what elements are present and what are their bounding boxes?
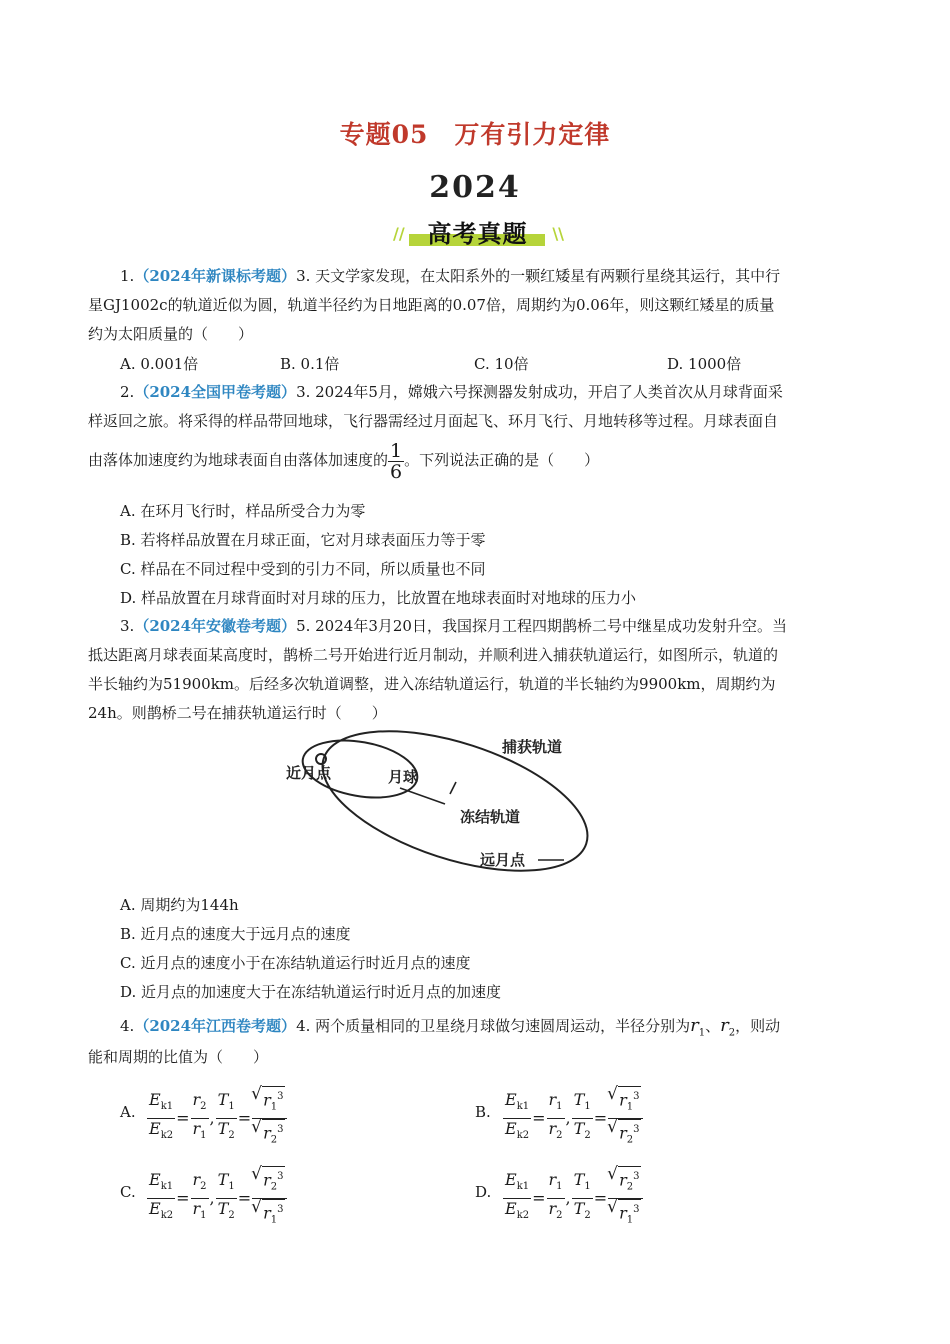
year-label: 2024 bbox=[429, 170, 521, 205]
option-d[interactable]: D. 样品放置在月球背面时对月球的压力，比放置在地球表面时对地球的压力小 bbox=[120, 589, 637, 607]
option-c[interactable]: C. 近月点的速度小于在冻结轨道运行时近月点的速度 bbox=[120, 954, 471, 972]
question-number: 4. bbox=[120, 1017, 135, 1035]
option-a[interactable]: A. 周期约为144h bbox=[120, 896, 239, 914]
question-1-line-3: 约为太阳质量的（ ） bbox=[88, 325, 254, 343]
frozen-leader-line bbox=[400, 788, 445, 804]
label-capture-orbit: 捕获轨道 bbox=[502, 738, 563, 756]
option-c[interactable]: C. bbox=[120, 1183, 136, 1201]
question-3-line-2: 抵达距离月球表面某高度时，鹊桥二号开始进行近月制动，并顺利进入捕获轨道运行，如图所示，轨道的 bbox=[88, 646, 779, 664]
question-number: 3. bbox=[120, 617, 135, 635]
formula-b: $\frac{E_{k1}}{E_{k2}}$ = $\frac{r_1}{r_2}$ , $\frac{T_1}{T_2}$ = √ $r_1^3$ √ $r_2^3$ bbox=[502, 1086, 644, 1150]
option-b[interactable]: B. 若将样品放置在月球正面，它对月球表面压力等于零 bbox=[120, 531, 486, 549]
symbol-r1: $r_1$ bbox=[690, 1015, 706, 1039]
formula-c: $\frac{E_{k1}}{E_{k2}}$ = $\frac{r_2}{r_1}$ , $\frac{T_1}{T_2}$ = √ $r_2^3$ √ $r_1^3$ bbox=[146, 1166, 288, 1230]
question-1-line-2: 星GJ1002c的轨道近似为圆，轨道半径约为日地距离的0.07倍，周期约为0.06年，则这颗红矮星的质量 bbox=[88, 296, 775, 314]
question-number: 2. bbox=[120, 383, 135, 401]
question-2-line-1 bbox=[120, 382, 783, 402]
option-b[interactable]: B. 近月点的速度大于远月点的速度 bbox=[120, 925, 351, 943]
banner-label: 高考真题 bbox=[427, 220, 528, 248]
section-banner bbox=[393, 214, 564, 250]
fraction-numerator: 1 bbox=[390, 439, 403, 462]
year-heading bbox=[0, 170, 950, 205]
question-source: （2024年江西卷考题） bbox=[134, 1017, 297, 1035]
question-text: 4. 两个质量相同的卫星绕月球做匀速圆周运动，半径分别为 bbox=[296, 1017, 691, 1035]
label-far-point: 远月点 bbox=[480, 851, 526, 869]
option-a[interactable]: A. 在环月飞行时，样品所受合力为零 bbox=[120, 502, 366, 520]
question-3-line-4: 24h。则鹊桥二号在捕获轨道运行时（ ） bbox=[88, 704, 387, 722]
question-source: （2024年新课标考题） bbox=[134, 267, 297, 285]
formula-a: $\frac{E_{k1}}{E_{k2}}$ = $\frac{r_2}{r_1}$ , $\frac{T_1}{T_2}$ = √ $r_1^3$ √ $r_2^3$ bbox=[146, 1086, 288, 1150]
question-2-line-3 bbox=[88, 436, 599, 484]
question-text: 5. 2024年3月20日，我国探月工程四期鹊桥二号中继星成功发射升空。当 bbox=[296, 617, 787, 635]
page-title: 专题05 万有引力定律 bbox=[339, 120, 611, 149]
question-1-line-1 bbox=[120, 266, 780, 286]
option-d[interactable]: D. 1000倍 bbox=[667, 355, 742, 373]
option-c[interactable]: C. 10倍 bbox=[474, 355, 529, 373]
question-source: （2024全国甲卷考题） bbox=[134, 383, 297, 401]
label-frozen-orbit: 冻结轨道 bbox=[460, 808, 521, 826]
question-4-line-1 bbox=[120, 1016, 780, 1044]
formula-d: $\frac{E_{k1}}{E_{k2}}$ = $\frac{r_1}{r_2}$ , $\frac{T_1}{T_2}$ = √ $r_2^3$ √ $r_1^3$ bbox=[502, 1166, 644, 1230]
question-text: ，则动 bbox=[735, 1017, 781, 1035]
option-b[interactable]: B. 0.1倍 bbox=[280, 355, 340, 373]
question-number: 1. bbox=[120, 267, 135, 285]
question-text: 3. 天文学家发现，在太阳系外的一颗红矮星有两颗行星绕其运行，其中行 bbox=[296, 267, 781, 285]
question-text: 3. 2024年5月，嫦娥六号探测器发射成功，开启了人类首次从月球背面采 bbox=[296, 383, 783, 401]
orbit-diagram bbox=[280, 726, 600, 876]
banner-slash-right-icon: \\ bbox=[552, 224, 564, 243]
option-d[interactable]: D. 近月点的加速度大于在冻结轨道运行时近月点的加速度 bbox=[120, 983, 502, 1001]
symbol-r2: $r_2$ bbox=[720, 1015, 736, 1039]
question-3-line-3: 半长轴约为51900km。后经多次轨道调整，进入冻结轨道运行，轨道的半长轴约为9900km，周期约为 bbox=[88, 675, 776, 693]
banner-slash-left-icon: // bbox=[393, 224, 405, 243]
question-text: 由落体加速度约为地球表面自由落体加速度的 bbox=[88, 451, 389, 469]
option-c[interactable]: C. 样品在不同过程中受到的引力不同，所以质量也不同 bbox=[120, 560, 486, 578]
fraction-denominator: 6 bbox=[390, 460, 403, 483]
option-d[interactable]: D. bbox=[475, 1183, 492, 1201]
option-b[interactable]: B. bbox=[475, 1103, 491, 1121]
option-a[interactable]: A. bbox=[120, 1103, 136, 1121]
capture-leader-line bbox=[450, 782, 456, 794]
question-2-line-2: 样返回之旅。将采得的样品带回地球，飞行器需经过月面起飞、环月飞行、月地转移等过程。月球表面自 bbox=[88, 412, 779, 430]
separator: 、 bbox=[705, 1017, 721, 1035]
question-4-line-2: 能和周期的比值为（ ） bbox=[88, 1048, 269, 1066]
label-moon: 月球 bbox=[388, 768, 419, 786]
fraction bbox=[388, 441, 404, 482]
question-text: 。下列说法正确的是（ ） bbox=[404, 451, 600, 469]
question-3-line-1 bbox=[120, 616, 787, 636]
label-near-point: 近月点 bbox=[286, 764, 332, 782]
option-a[interactable]: A. 0.001倍 bbox=[120, 355, 199, 373]
question-source: （2024年安徽卷考题） bbox=[134, 617, 297, 635]
